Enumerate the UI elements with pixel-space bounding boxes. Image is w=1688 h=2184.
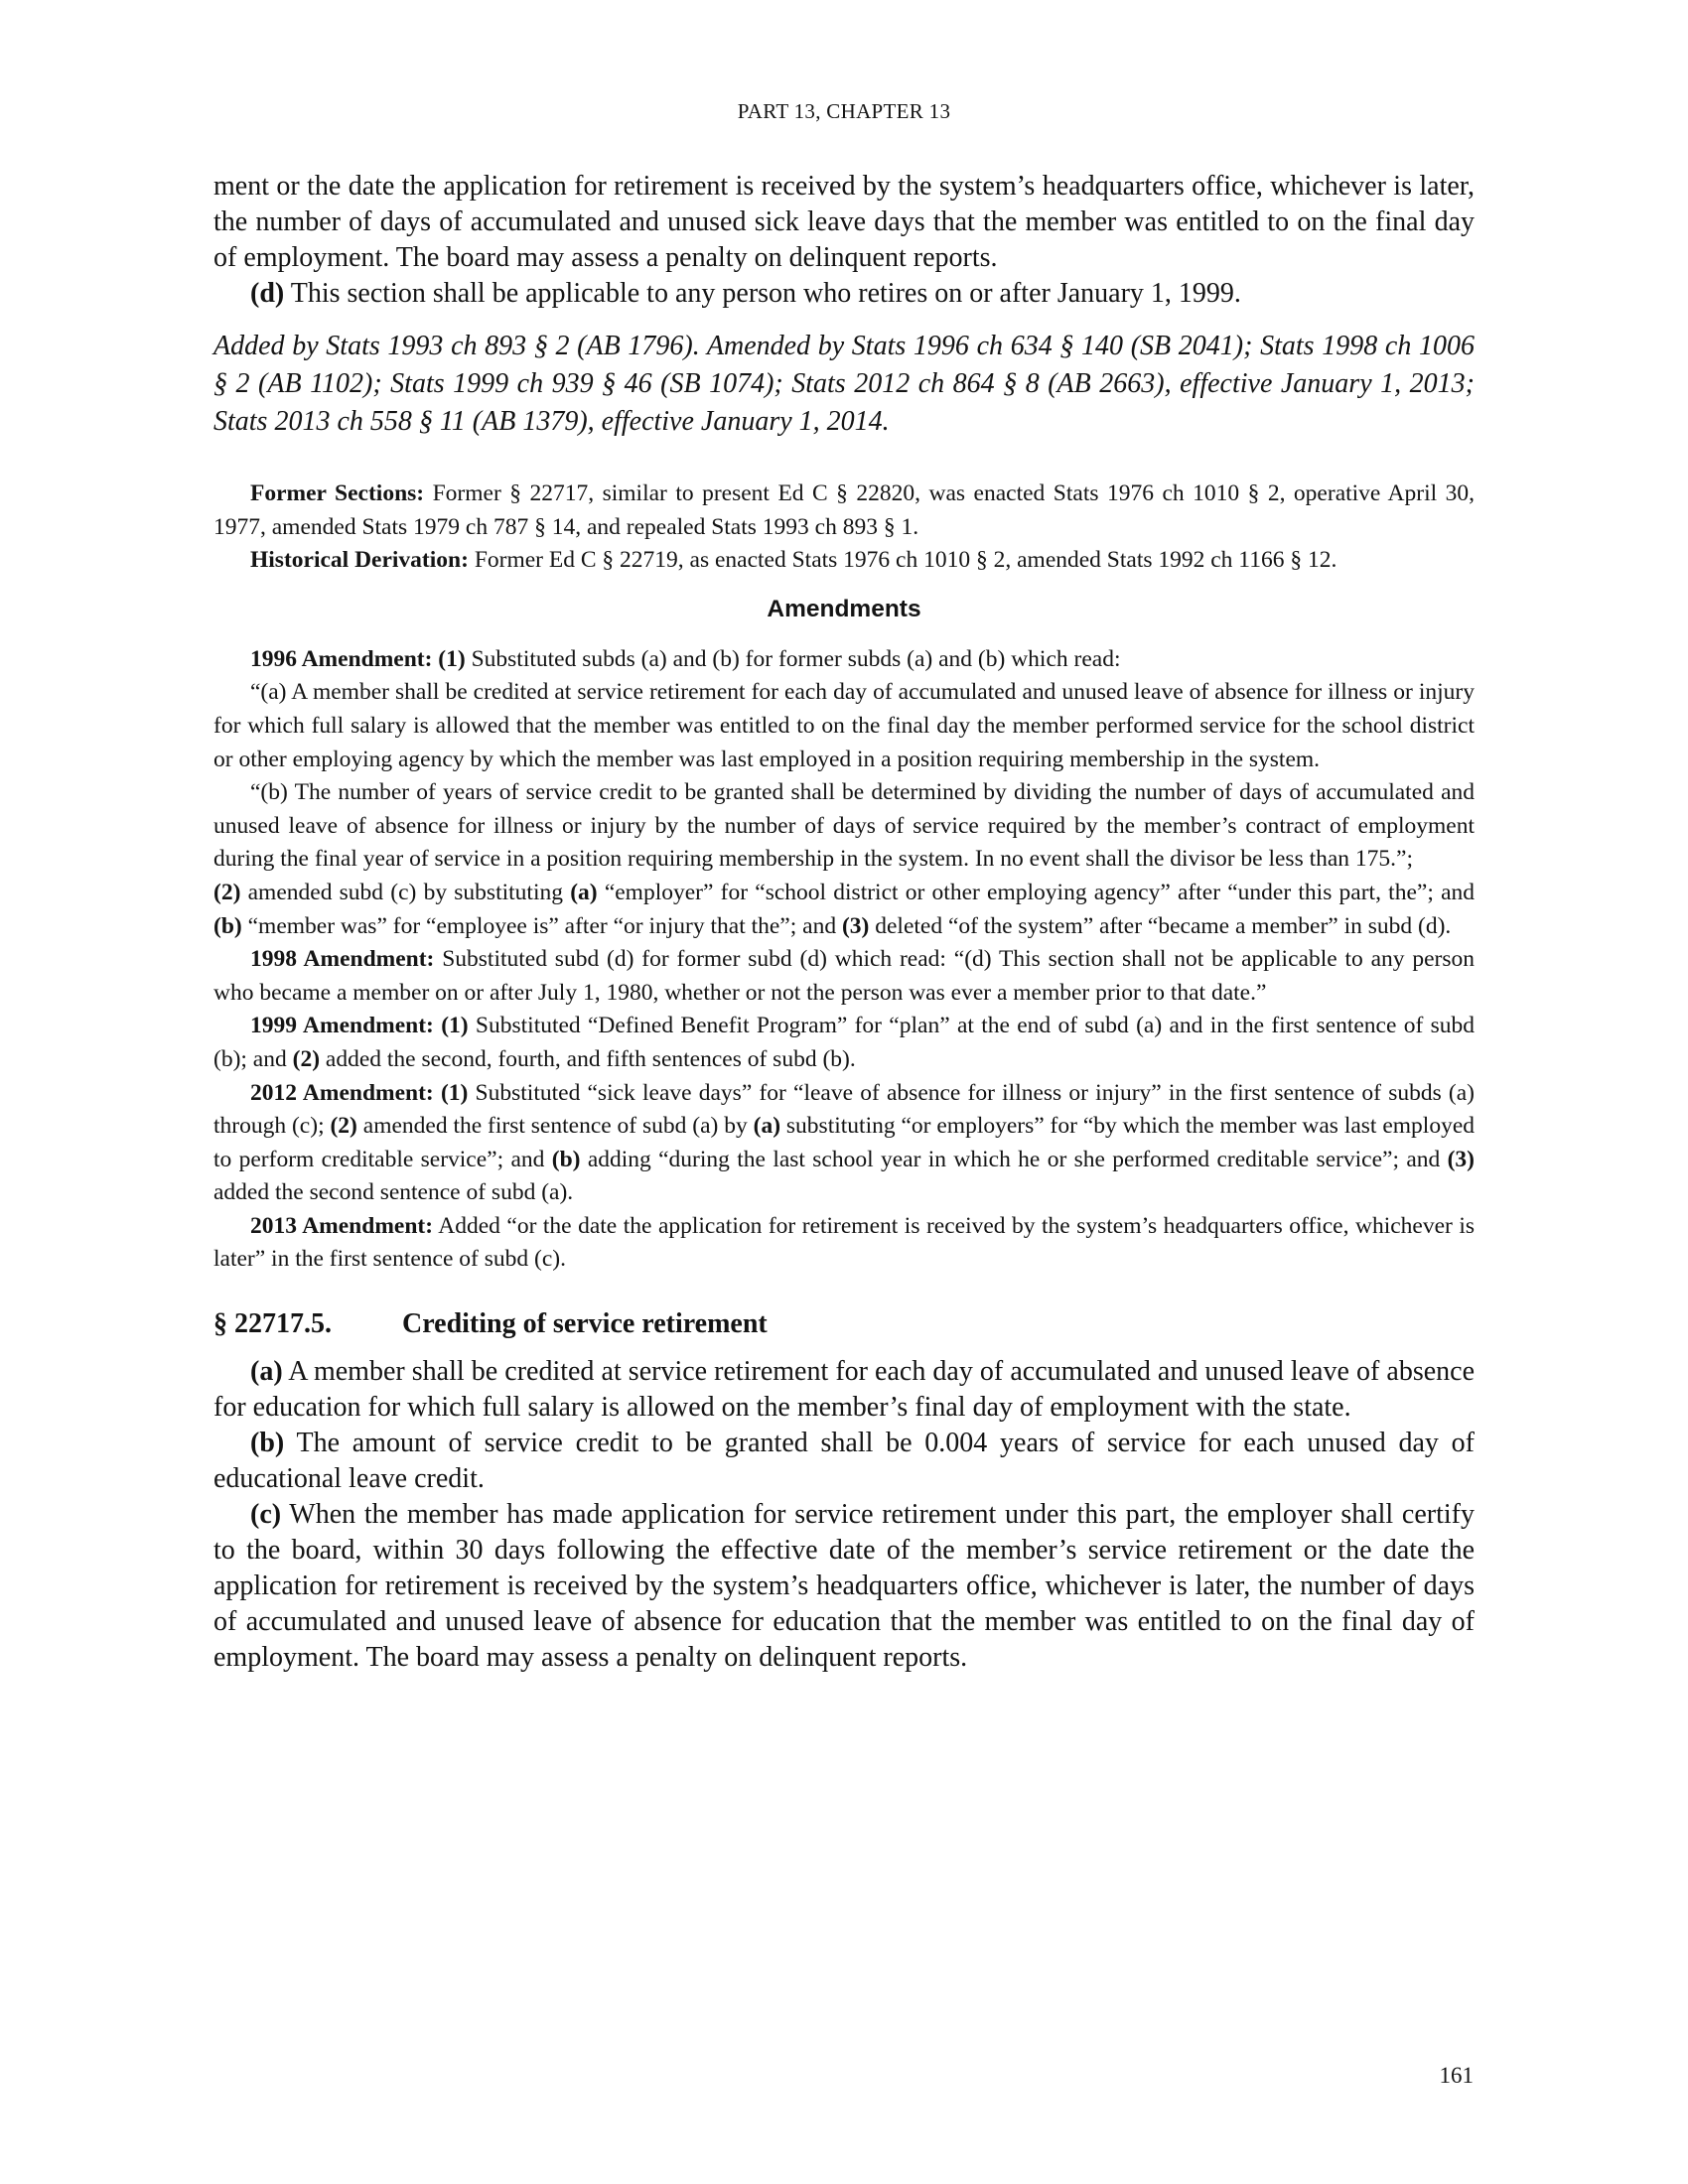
historical-derivation-note	[213, 544, 1475, 578]
amendment-label: 1998 Amendment:	[250, 946, 435, 973]
amendment-text: “employer” for “school district or other employing agency” after “under this part, the”; and	[597, 879, 1476, 905]
item-number: (2)	[330, 1113, 357, 1140]
subdivision-text: This section shall be applicable to any person who retires on or after January 1, 1999.	[284, 278, 1241, 309]
quoted-former-subd-a: “(a) A member shall be credited at service retirement for each day of accumulated and unused leave of absence for illness or injury for which full salary is allowed that the member was entitled to on the final day the member performed service for the school district or other employing agency by which the member was last employed in a position requiring membership in the system.	[213, 679, 1475, 772]
item-number: (a)	[753, 1113, 781, 1140]
subdivision-text: When the member has made application for service retirement under this part, the employer shall certify to the board, within 30 days following the effective date of the member’s service retirement or the date the application for retirement is received by the system’s headquarters office, whichever is later, the number of days of accumulated and unused leave of absence for education that the member was entitled to on the final day of employment. The board may assess a penalty on delinquent reports.	[213, 1499, 1475, 1674]
item-number: (2)	[292, 1045, 321, 1072]
amendment-1996	[213, 643, 1475, 677]
amendment-text: Substituted “Defined Benefit Program” for “plan” at the end of subd (a) and in the first sentence of subd (b); and	[213, 1013, 1476, 1072]
notes-block	[213, 478, 1475, 578]
history-citation: Added by Stats 1993 ch 893 § 2 (AB 1796). Amended by Stats 1996 ch 634 § 140 (SB 2041); Stats 1998 ch 1006 § 2 (AB 1102); Stats 1999 ch 939 § 46 (SB 1074); Stats 2012 ch 864 § 8 (AB 2663), effective January 1, 2013; Stats 2013 ch 558 § 11 (AB 1379), effective January 1, 2014.	[213, 331, 1475, 437]
amendment-text: Substituted subd (d) for former subd (d) which read: “(d) This section shall not be applicable to any person who became a member on or after July 1, 1980, whether or not the person was ever a member prior to that date.”	[213, 946, 1476, 1006]
amendment-1998	[213, 943, 1475, 1010]
amendment-text: amended subd (c) by substituting	[240, 879, 571, 905]
note-text: Former § 22717, similar to present Ed C § 22820, was enacted Stats 1976 ch 1010 § 2, operative April 30, 1977, amended Stats 1979 ch 787 § 14, and repealed Stats 1993 ch 893 § 1.	[213, 480, 1476, 540]
amendment-2012	[213, 1077, 1475, 1210]
subdivision-label: (c)	[250, 1499, 282, 1531]
subdivision-text: A member shall be credited at service retirement for each day of accumulated and unused leave of absence for education for which full salary is allowed on the member’s final day of employment with the state.	[213, 1356, 1475, 1424]
subdivision-label: (a)	[250, 1356, 283, 1388]
section-subdivision-b	[213, 1426, 1475, 1497]
amendment-text: added the second, fourth, and fifth sentences of subd (b).	[320, 1045, 856, 1072]
amendment-label: 2012 Amendment:	[250, 1079, 434, 1106]
section-heading	[213, 1308, 1475, 1340]
amendment-1999	[213, 1010, 1475, 1076]
amendment-label: 1999 Amendment:	[250, 1013, 434, 1039]
subdivision-d	[213, 276, 1475, 312]
amendment-text: deleted “of the system” after “became a member” in subd (d).	[869, 912, 1452, 939]
amendment-text: added the second sentence of subd (a).	[213, 1179, 574, 1206]
amendment-label: 1996 Amendment:	[250, 645, 433, 672]
amendments-block	[213, 643, 1475, 1277]
note-label: Historical Derivation:	[250, 547, 469, 574]
section-subdivision-c	[213, 1497, 1475, 1676]
intro-paragraph	[213, 169, 1475, 276]
item-number: (1)	[440, 1079, 469, 1106]
amendments-heading: Amendments	[767, 595, 921, 622]
amendment-1996-continued	[213, 877, 1475, 943]
subdivision-label: (d)	[250, 278, 285, 309]
former-sections-note	[213, 478, 1475, 544]
item-number: (b)	[551, 1146, 581, 1172]
section-title: Crediting of service retirement	[402, 1308, 768, 1340]
section-subdivision-a	[213, 1354, 1475, 1426]
page-number: 161	[1439, 2063, 1474, 2088]
main-column	[213, 169, 1475, 1676]
item-number: (a)	[570, 879, 598, 905]
amendment-label: 2013 Amendment:	[250, 1212, 434, 1239]
subdivision-label: (b)	[250, 1428, 285, 1459]
quoted-former-subd-b: “(b) The number of years of service credit to be granted shall be determined by dividing the number of days of accumulated and unused leave of absence for illness or injury by the number of days of service required by the member’s contract of employment during the final year of service in a position requiring membership in the system. In no event shall the divisor be less than 175.”;	[213, 779, 1475, 873]
amendment-text: amended the first sentence of subd (a) by	[356, 1113, 754, 1140]
item-number: (3)	[1447, 1146, 1475, 1172]
amendment-text: Added “or the date the application for retirement is received by the system’s headquarters office, whichever is later” in the first sentence of subd (c).	[213, 1212, 1476, 1273]
note-label: Former Sections:	[250, 480, 425, 506]
note-text: Former Ed C § 22719, as enacted Stats 1976 ch 1010 § 2, amended Stats 1992 ch 1166 § 12.	[468, 547, 1337, 574]
item-number: (b)	[213, 912, 242, 939]
amendment-text: Substituted “sick leave days” for “leave of absence for illness or injury” in the first sentence of subds (a) through (c);	[213, 1079, 1476, 1140]
item-number: (1)	[438, 645, 466, 672]
amendment-text: Substituted subds (a) and (b) for former subds (a) and (b) which read:	[465, 645, 1121, 672]
amendment-text: adding “during the last school year in which he or she performed creditable service”; and	[580, 1146, 1448, 1172]
item-number: (2)	[213, 879, 241, 905]
intro-text: ment or the date the application for retirement is received by the system’s headquarters office, whichever is later, the number of days of accumulated and unused sick leave days that the member was entitled to on the final day of employment. The board may assess a penalty on delinquent reports.	[213, 171, 1475, 273]
amendment-2013	[213, 1210, 1475, 1277]
amendment-text: “member was” for “employee is” after “or injury that the”; and	[241, 912, 842, 939]
section-number: § 22717.5.	[213, 1308, 332, 1340]
subdivision-text: The amount of service credit to be granted shall be 0.004 years of service for each unused day of educational leave credit.	[213, 1428, 1475, 1495]
amendment-text: substituting “or employers” for “by which the member was last employed to perform creditable service”; and	[213, 1113, 1476, 1172]
item-number: (3)	[841, 912, 870, 939]
running-head: PART 13, CHAPTER 13	[737, 99, 951, 123]
item-number: (1)	[441, 1013, 469, 1039]
